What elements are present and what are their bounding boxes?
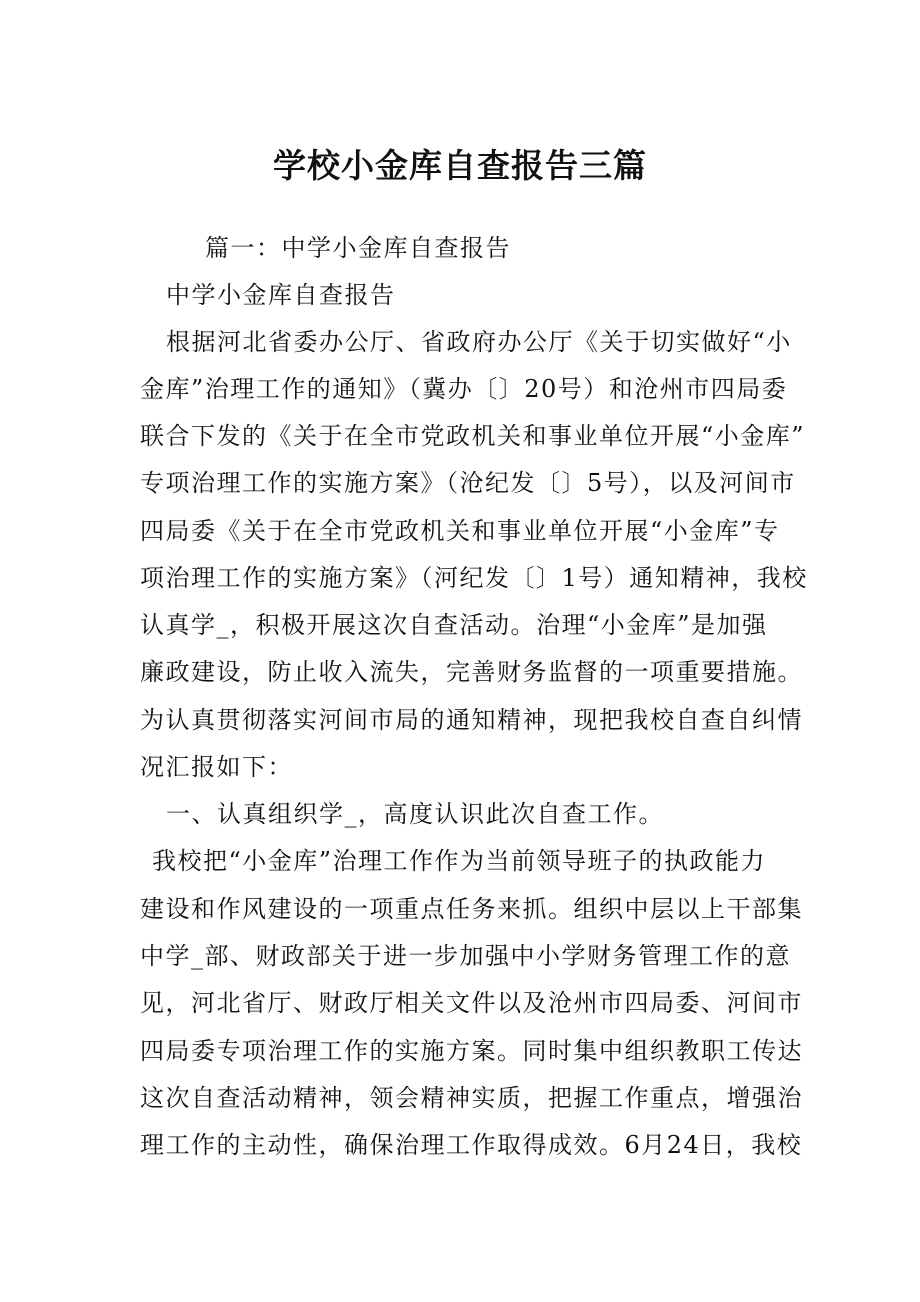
body-line: 认真学_，积极开展这次自查活动。治理“小金库”是加强: [140, 611, 768, 639]
body-line: 四局委专项治理工作的实施方案。同时集中组织教职工传达: [140, 1037, 803, 1065]
body-line: 项治理工作的实施方案》（河纪发〔〕1号）通知精神，我校: [140, 564, 808, 592]
report-title: 中学小金库自查报告: [166, 281, 396, 309]
body-line: 根据河北省委办公厅、省政府办公厅《关于切实做好“小: [166, 328, 792, 356]
body-line: 廉政建设，防止收入流失，完善财务监督的一项重要措施。: [140, 658, 803, 686]
body-line: 金库”治理工作的通知》（冀办〔〕20号）和沧州市四局委: [140, 375, 788, 403]
body-line: 四局委《关于在全市党政机关和事业单位开展“小金库”专: [140, 517, 780, 545]
document-title: 学校小金库自查报告三篇: [273, 146, 647, 185]
section-subheading: 一、认真组织学_，高度认识此次自查工作。: [166, 800, 664, 828]
body-line: 见，河北省厅、财政厅相关文件以及沧州市四局委、河间市: [140, 989, 803, 1017]
body-line: 专项治理工作的实施方案》（沧纪发〔〕5号），以及河间市: [140, 469, 796, 497]
body-line: 这次自查活动精神，领会精神实质，把握工作重点，增强治: [140, 1084, 803, 1112]
body-line: 为认真贯彻落实河间市局的通知精神，现把我校自查自纠情: [140, 706, 803, 734]
section-heading: 篇一：中学小金库自查报告: [205, 234, 511, 262]
body-line: 联合下发的《关于在全市党政机关和事业单位开展“小金库”: [140, 422, 806, 450]
body-line: 理工作的主动性，确保治理工作取得成效。6月24日，我校: [140, 1131, 803, 1159]
body-line: 中学_部、财政部关于进一步加强中小学财务管理工作的意: [140, 942, 791, 970]
body-line: 建设和作风建设的一项重点任务来抓。组织中层以上干部集: [140, 895, 803, 923]
body-line: 我校把“小金库”治理工作作为当前领导班子的执政能力: [152, 847, 767, 875]
body-line: 况汇报如下：: [140, 753, 293, 781]
